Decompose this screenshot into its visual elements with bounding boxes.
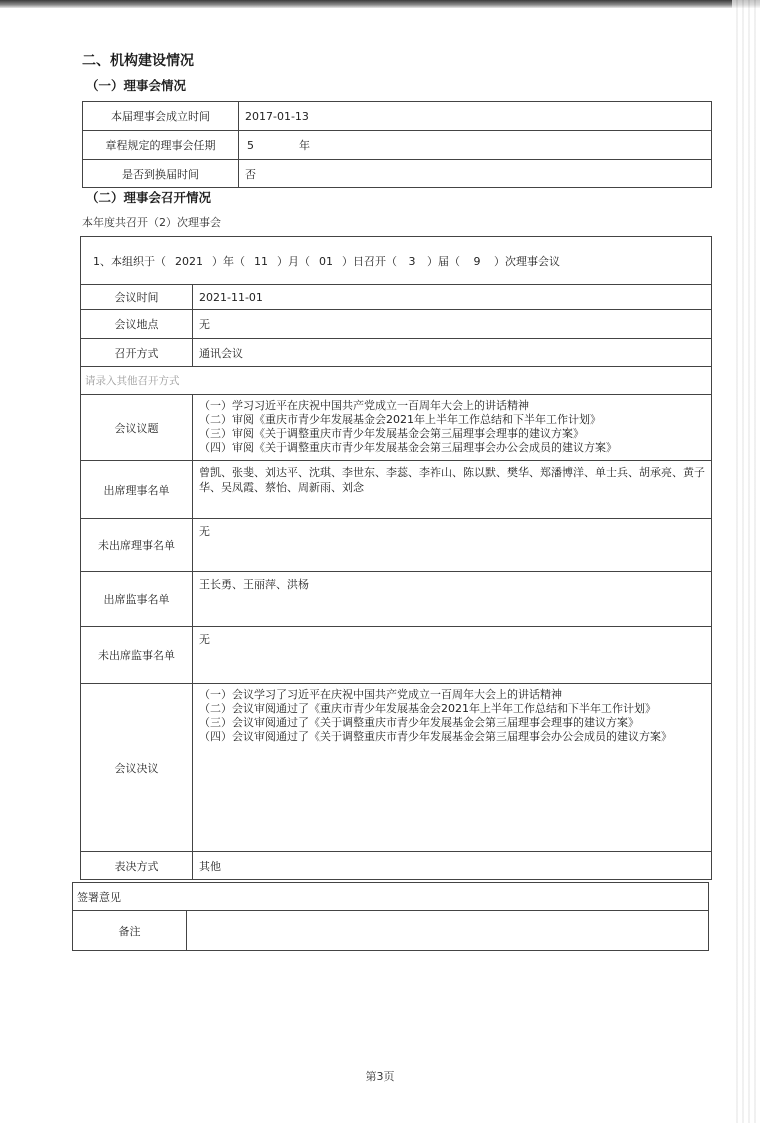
- meeting-count: 本年度共召开（2）次理事会: [82, 216, 221, 229]
- header-prefix: 1、本组织于（: [93, 254, 166, 268]
- time-label: 会议时间: [81, 285, 193, 310]
- vote-value: 其他: [193, 852, 712, 880]
- term-length-label: 章程规定的理事会任期: [83, 131, 239, 160]
- resolutions-label: 会议决议: [81, 684, 193, 852]
- topic-item: （二）审阅《重庆市青少年发展基金会2021年上半年工作总结和下半年工作计划》: [199, 413, 601, 426]
- term-length-value: 5: [247, 139, 254, 152]
- present-directors-value: 曾凯、张斐、刘达平、沈琪、李世东、李蕊、李祚山、陈以默、樊华、郑潘博洋、单士兵、胡承亮、黄子华、吴凤霞、蔡怡、周新雨、刘念: [193, 461, 712, 519]
- method-label: 召开方式: [81, 339, 193, 367]
- term-length-cell: [239, 131, 712, 160]
- header-month-suffix: ）月（: [277, 254, 310, 268]
- present-supervisors-value: 王长勇、王丽萍、洪杨: [193, 572, 712, 627]
- board-info-table: [82, 101, 712, 188]
- remark-value[interactable]: [187, 911, 709, 951]
- absent-supervisors-label: 未出席监事名单: [81, 627, 193, 684]
- re-election-value: 否: [239, 160, 712, 188]
- term-length-unit: 年: [299, 139, 310, 152]
- page-number: 第3页: [365, 1070, 395, 1083]
- absent-directors-value: 无: [193, 519, 712, 572]
- sign-table: [72, 882, 709, 951]
- header-day: 01: [319, 254, 333, 268]
- header-day-suffix: ）日召开（: [342, 254, 397, 268]
- absent-directors-label: 未出席理事名单: [81, 519, 193, 572]
- topics-list: [193, 395, 712, 461]
- scan-edge-shadow: [732, 0, 760, 1123]
- meeting-header: [81, 237, 712, 285]
- remark-label: 备注: [73, 911, 187, 951]
- sign-label: 签署意见: [73, 883, 709, 911]
- header-year: 2021: [175, 254, 203, 268]
- header-session: 3: [408, 254, 416, 268]
- resolution-item: （一）会议学习了习近平在庆祝中国共产党成立一百周年大会上的讲话精神: [199, 688, 562, 701]
- header-number-suffix: ）次理事会议: [494, 254, 560, 268]
- vote-label: 表决方式: [81, 852, 193, 880]
- other-method-field[interactable]: 请录入其他召开方式: [81, 367, 712, 395]
- resolution-item: （二）会议审阅通过了《重庆市青少年发展基金会2021年上半年工作总结和下半年工作计划》: [199, 702, 656, 715]
- resolution-item: （四）会议审阅通过了《关于调整重庆市青少年发展基金会第三届理事会办公会成员的建议方案》: [199, 730, 672, 743]
- term-start-value: 2017-01-13: [239, 102, 712, 131]
- place-value: 无: [193, 310, 712, 339]
- scan-top-shadow: [0, 0, 760, 8]
- topics-label: 会议议题: [81, 395, 193, 461]
- header-session-suffix: ）届（: [427, 254, 460, 268]
- header-month: 11: [254, 254, 268, 268]
- topic-item: （一）学习习近平在庆祝中国共产党成立一百周年大会上的讲话精神: [199, 399, 529, 412]
- header-number: 9: [473, 254, 481, 268]
- header-year-suffix: ）年（: [212, 254, 245, 268]
- meeting-subtitle: （二）理事会召开情况: [86, 190, 212, 205]
- resolutions-list: [193, 684, 712, 852]
- topic-item: （三）审阅《关于调整重庆市青少年发展基金会第三届理事会理事的建议方案》: [199, 427, 584, 440]
- re-election-label: 是否到换届时间: [83, 160, 239, 188]
- present-supervisors-label: 出席监事名单: [81, 572, 193, 627]
- method-value: 通讯会议: [193, 339, 712, 367]
- term-start-label: 本届理事会成立时间: [83, 102, 239, 131]
- time-value: 2021-11-01: [193, 285, 712, 310]
- place-label: 会议地点: [81, 310, 193, 339]
- absent-supervisors-value: 无: [193, 627, 712, 684]
- resolution-item: （三）会议审阅通过了《关于调整重庆市青少年发展基金会第三届理事会理事的建议方案》: [199, 716, 639, 729]
- meeting-table: [80, 236, 712, 880]
- section-title: 二、机构建设情况: [82, 53, 194, 69]
- topic-item: （四）审阅《关于调整重庆市青少年发展基金会第三届理事会办公会成员的建议方案》: [199, 441, 617, 454]
- present-directors-label: 出席理事名单: [81, 461, 193, 519]
- board-subtitle: （一）理事会情况: [86, 78, 187, 93]
